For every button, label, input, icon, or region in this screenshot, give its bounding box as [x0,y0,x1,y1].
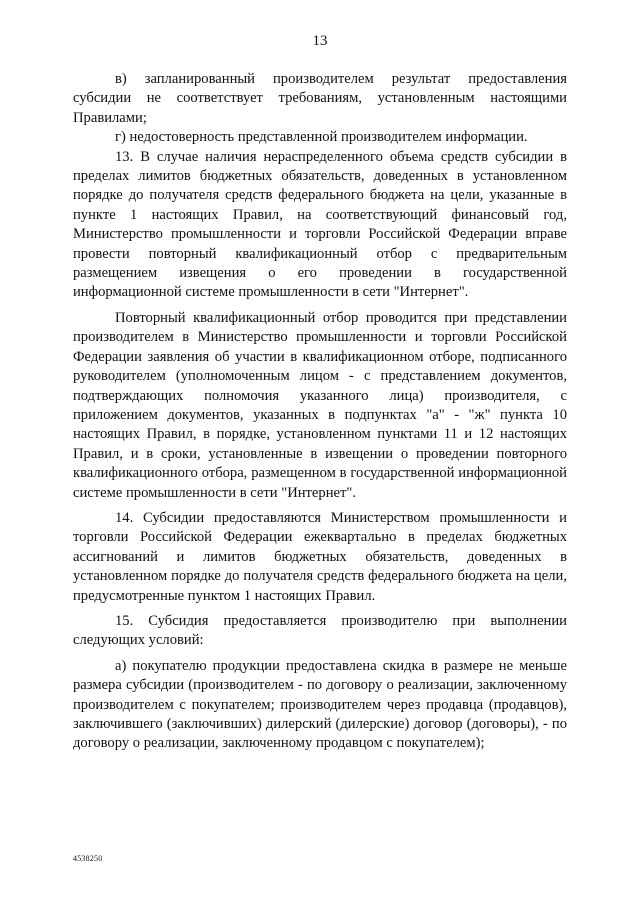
document-body [73,70,567,754]
paragraph-item-13: 13. В случае наличия нераспределенного объема средств субсидии в пределах лимитов бюджетных обязательств, доведенных в установленном порядке до получателя средств федерального бюджета на цели, указанные в пункте 1 настоящих Правил, на соответствующий финансовый год, Министерство промышленности и торговли Российской Федерации вправе провести повторный квалификационный отбор с предварительным размещением извещения о его проведении в государственной информационной системе промышленности в сети "Интернет". [73,148,567,301]
paragraph-item-14: 14. Субсидии предоставляются Министерством промышленности и торговли Российской Федерации ежеквартально в пределах бюджетных ассигнований и лимитов бюджетных обязательств, доведенных в установленном порядке до получателя средств федерального бюджета на цели, предусмотренные пунктом 1 настоящих Правил. [73,509,567,604]
paragraph-subitem-g: г) недостоверность представленной производителем информации. [115,129,528,146]
paragraph-repeat-selection: Повторный квалификационный отбор проводится при представлении производителем в Министерство промышленности и торговли Российской Федерации заявления об участии в квалификационном отборе, подписанного руководителем (уполномоченным лицом - с представлением документов, подтверждающих полномочия указанного лица) производителя, с приложением документов, указанных в подпунктах "а" - "ж" пункта 10 настоящих Правил, в порядке, установленном пунктами 11 и 12 настоящих Правил, и в сроки, установленные в извещении о проведении повторного квалификационного отбора, размещенном в государственной информационной системе промышленности в сети "Интернет". [73,309,567,501]
paragraph-subitem-v: в) запланированный производителем результат предоставления субсидии не соответствует требованиям, установленным настоящими Правилами; [73,71,567,126]
document-id: 4538250 [73,854,103,863]
page-number: 13 [312,33,328,49]
paragraph-item-15: 15. Субсидия предоставляется производителю при выполнении следующих условий: [73,612,567,649]
paragraph-subitem-a: а) покупателю продукции предоставлена скидка в размере не меньше размера субсидии (производителем - по договору о реализации, заключенному производителем с покупателем; производителем через продавца (продавцов), заключившего (заключивших) дилерский (дилерские) договор (договоры), - по договору о реализации, заключенному продавцом с покупателем); [73,657,567,752]
